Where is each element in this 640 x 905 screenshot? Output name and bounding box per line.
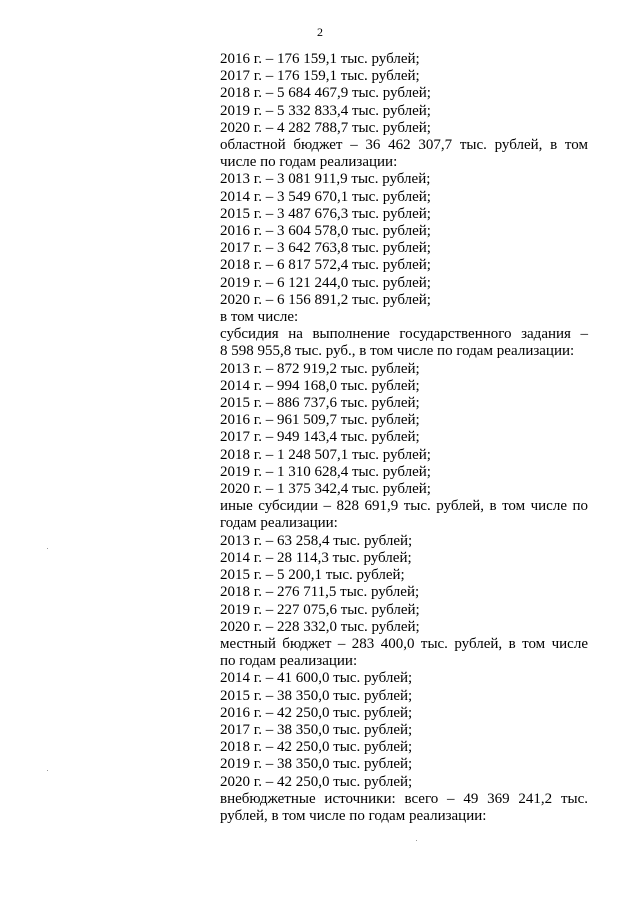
text-line: 2015 г. – 38 350,0 тыс. рублей;	[220, 687, 413, 704]
text-line: 2019 г. – 5 332 833,4 тыс. рублей;	[220, 102, 431, 119]
text-line: по годам реализации:	[220, 653, 358, 670]
text-line: 2019 г. – 227 075,6 тыс. рублей;	[220, 601, 420, 618]
text-line: иные субсидии – 828 691,9 тыс. рублей, в том числе по	[220, 498, 588, 515]
scan-speck	[47, 548, 48, 549]
text-line: 8 598 955,8 тыс. руб., в том числе по годам реализации:	[220, 343, 575, 360]
text-line: 2020 г. – 6 156 891,2 тыс. рублей;	[220, 291, 431, 308]
text-line: 2016 г. – 961 509,7 тыс. рублей;	[220, 412, 420, 429]
text-line: 2016 г. – 3 604 578,0 тыс. рублей;	[220, 223, 431, 240]
text-line: 2018 г. – 6 817 572,4 тыс. рублей;	[220, 257, 431, 274]
text-line: 2013 г. – 63 258,4 тыс. рублей;	[220, 532, 413, 549]
text-line: 2017 г. – 3 642 763,8 тыс. рублей;	[220, 240, 431, 257]
text-line: 2017 г. – 176 159,1 тыс. рублей;	[220, 68, 420, 85]
text-line: внебюджетные источники: всего – 49 369 241,2 тыс.	[220, 790, 588, 807]
text-line: 2019 г. – 38 350,0 тыс. рублей;	[220, 756, 413, 773]
text-line: 2015 г. – 886 737,6 тыс. рублей;	[220, 395, 420, 412]
text-line: 2014 г. – 41 600,0 тыс. рублей;	[220, 670, 413, 687]
text-line: субсидия на выполнение государственного задания –	[220, 326, 588, 343]
text-line: 2014 г. – 994 168,0 тыс. рублей;	[220, 377, 420, 394]
text-line: 2015 г. – 5 200,1 тыс. рублей;	[220, 567, 405, 584]
text-line: 2017 г. – 949 143,4 тыс. рублей;	[220, 429, 420, 446]
page-number: 2	[317, 25, 323, 39]
text-line: 2015 г. – 3 487 676,3 тыс. рублей;	[220, 205, 431, 222]
text-line: годам реализации:	[220, 515, 338, 532]
scan-speck	[416, 840, 417, 841]
text-line: 2018 г. – 5 684 467,9 тыс. рублей;	[220, 85, 431, 102]
text-line: 2020 г. – 1 375 342,4 тыс. рублей;	[220, 481, 431, 498]
text-line: числе по годам реализации:	[220, 154, 398, 171]
text-line: местный бюджет – 283 400,0 тыс. рублей, в том числе	[220, 635, 588, 652]
scan-speck	[47, 770, 48, 771]
text-line: 2016 г. – 42 250,0 тыс. рублей;	[220, 704, 413, 721]
text-line: рублей, в том числе по годам реализации:	[220, 807, 487, 824]
document-body	[220, 51, 588, 825]
text-line: 2014 г. – 3 549 670,1 тыс. рублей;	[220, 188, 431, 205]
text-line: 2019 г. – 6 121 244,0 тыс. рублей;	[220, 274, 431, 291]
text-line: 2018 г. – 1 248 507,1 тыс. рублей;	[220, 446, 431, 463]
text-line: в том числе:	[220, 309, 299, 326]
text-line: областной бюджет – 36 462 307,7 тыс. рублей, в том	[220, 137, 588, 154]
text-line: 2020 г. – 42 250,0 тыс. рублей;	[220, 773, 413, 790]
text-line: 2020 г. – 228 332,0 тыс. рублей;	[220, 618, 420, 635]
text-line: 2013 г. – 872 919,2 тыс. рублей;	[220, 360, 420, 377]
text-line: 2017 г. – 38 350,0 тыс. рублей;	[220, 721, 413, 738]
text-line: 2014 г. – 28 114,3 тыс. рублей;	[220, 549, 412, 566]
text-line: 2018 г. – 42 250,0 тыс. рублей;	[220, 739, 413, 756]
text-line: 2020 г. – 4 282 788,7 тыс. рублей;	[220, 119, 431, 136]
text-line: 2019 г. – 1 310 628,4 тыс. рублей;	[220, 463, 431, 480]
text-line: 2018 г. – 276 711,5 тыс. рублей;	[220, 584, 420, 601]
text-line: 2016 г. – 176 159,1 тыс. рублей;	[220, 51, 420, 67]
text-line: 2013 г. – 3 081 911,9 тыс. рублей;	[220, 171, 431, 188]
